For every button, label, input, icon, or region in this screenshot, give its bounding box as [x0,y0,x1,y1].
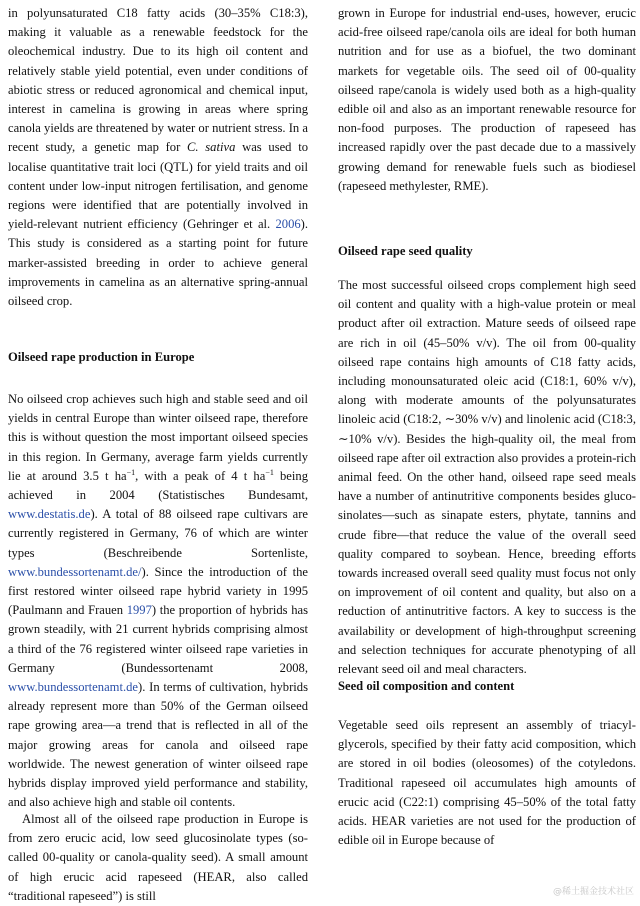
text-run: ) the proportion of hybrids has grown steadily, with 21 current hybrids comprising almost a third of the 76 registered winter oilseed rape varieties in Germany (Bundessortenamt 2008, [8,603,308,675]
section-heading-seed-quality: Oilseed rape seed quality [338,244,473,258]
superscript: −1 [265,467,274,477]
oil-composition-paragraph: Vegetable seed oils represent an assembly of triacylglycerols, specified by their fatty acid composition, which are stored in oil bodies (oleosomes) of the cotyledons. Traditional rapeseed oil accumulates high amounts of erucic acid (C22:1) comprising 45–50% of the total fatty acids. HEAR varieties are not used for the production of edible oil in Europe because of [338,718,636,848]
text-run: in polyunsaturated C18 fatty acids (30–35% C18:3), making it valuable as a renewable feedstock for the oleochemical industry. Due to its high oil content and relatively stable yield potential, even under conditions of abiotic stress or reduced agronomical and chemical input, interest in camelina is growing in areas where spring canola yields are threatened by water or nutrient stress. In a recent study, a genetic map for [8,6,308,155]
citation-link-paulmann[interactable]: 1997 [126,603,152,618]
text-run: ). In terms of cultivation, hybrids already represent more than 50% of the German oilseed rape growing area—a trend that is reflected in all of the major growing areas for canola and oilseed rape worldwide. The newest generation of winter oilseed rape hybrids display improved yield performance and stability, and also achieve high and stable oil contents. [8,680,308,810]
text-run: ). Since the introduction of the first restored winter oilseed rape hybrid variety in 1995 (Paulmann and Frauen [8,564,308,618]
link-bundessortenamt-1[interactable]: www.bundessortenamt.de/ [8,564,142,579]
seed-quality-paragraph: The most successful oilseed crops complement high seed oil content and quality with a high-value protein or meal product after oil extraction. Mature seeds of oilseed rape are rich in oil (45–50% v/v). The oil from 00-quality oilseed rape contains high amounts of C18 fatty acids, including monounsaturated oleic acid (C18:1, 60% v/v), along with moderate amounts of the polyunsaturates linoleic acid (C18:2, ∼30% v/v) and linolenic acid (C18:3, ∼10% v/v). Besides the high-quality oil, the meal from oilseed rape after oil extraction also provides a protein-rich animal feed. On the other hand, oilseed rape seed meals have a number of antinutritive components besides glucosinolates—such as sinapate esters, phytate, tannins and crude fibre—that reduce the value of the overall seed quality compared to soybean. Hence, breeding efforts towards increased overall seed quality must focus not only on improvement of oil content and quality, but also on a reduction of antinutritive factors. A key to success is the availability or development of high-throughput screening and selection techniques for accurate phenotyping of all relevant seed oil and meal characters. [338,278,636,677]
europe-production-paragraph: Almost all of the oilseed rape production in Europe is from zero erucic acid, low seed glucosinolate types (so-called 00-quality or canola-quality seed). A small amount of high erucic acid rapeseed (HEAR, also called “traditional rapeseed”) is still [8,812,308,903]
link-bundessortenamt-2[interactable]: www.bundessortenamt.de [8,680,138,695]
text-run: , with a peak of 4 t ha [135,468,266,483]
text-run: was used to localise quantitative trait loci (QTL) for yield traits and oil content under low-input nitrogen fertilisation, and genome regions were identified that are potentially involved in yield-relevant nutrient efficiency (Gehringer et al. [8,140,308,232]
text-run: ). A total of 88 oilseed rape cultivars are currently registered in Germany, 76 of which are winter types (Beschreibende Sortenliste, [8,507,308,560]
watermark: @稀土掘金技术社区 [552,887,634,897]
camelina-paragraph [8,4,308,311]
industrial-use-paragraph: grown in Europe for industrial end-uses, however, erucic acid-free oilseed rape/canola oils are ideal for both human nutrition and for use as a biofuel, the two dominant markets for vegetable oils. The seed oil of 00-quality oilseed rape/canola is widely used both as a high-quality edible oil and also as an important renewable resource for non-food purposes. The production of rapeseed has increased rapidly over the past decade due to a massively growing demand for renewable fuels such as biodiesel (rapeseed methylester, RME). [338,6,636,193]
section-heading-seed-oil-composition: Seed oil composition and content [338,679,515,693]
citation-link-gehringer[interactable]: 2006 [275,217,301,232]
species-name: C. sativa [187,140,236,155]
text-run: No oilseed crop achieves such high and stable seed and oil yields in central Europe than winter oilseed rape, therefore this is without question the most important oilseed species in this region. In Germany, average farm yields currently lie at around 3.5 t ha [8,392,308,483]
superscript: −1 [126,467,136,477]
text-run: ). This study is considered as a starting point for future marker-assisted breeding in order to achieve general improvements in camelina as an alternative spring-annual oilseed crop. [8,217,308,309]
text-run: being achieved in 2004 (Statistisches Bundesamt, [8,468,308,503]
link-destatis[interactable]: www.destatis.de [8,507,91,522]
production-paragraph [8,390,308,812]
section-heading-oilseed-rape-production: Oilseed rape production in Europe [8,350,195,364]
